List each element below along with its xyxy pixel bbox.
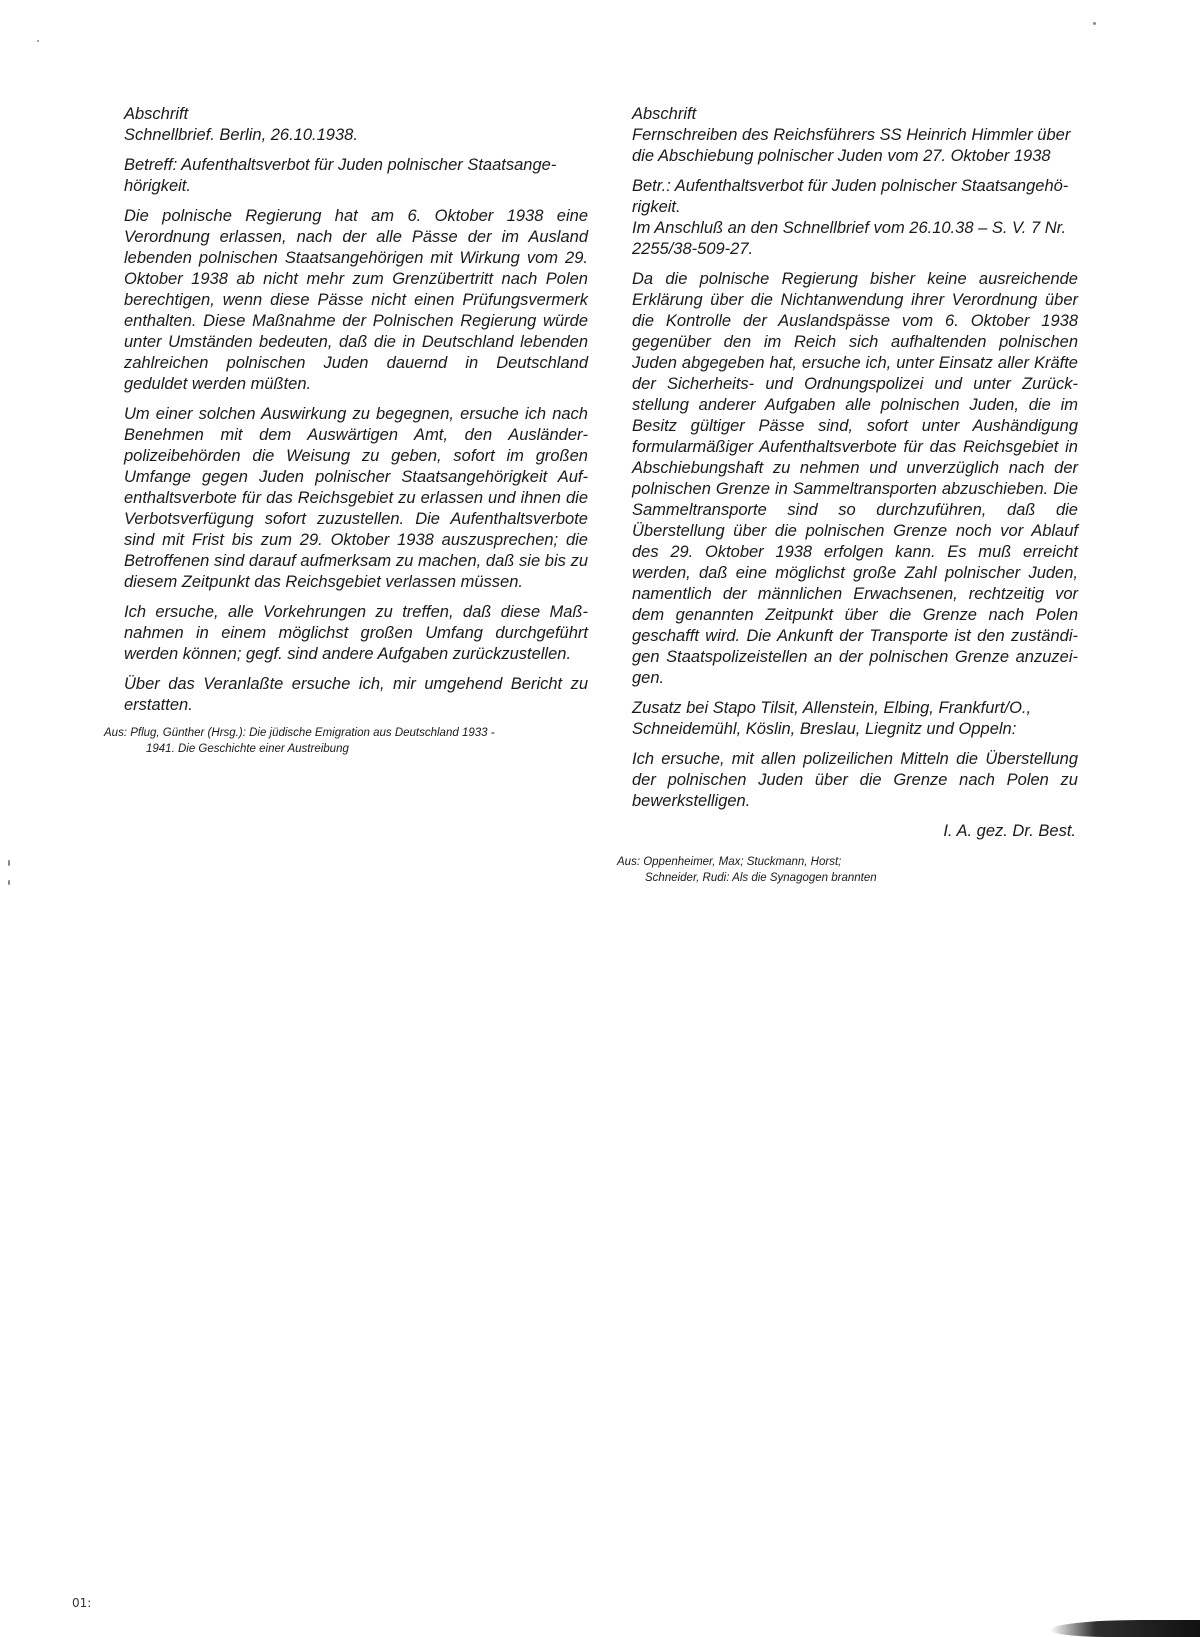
signature: I. A. gez. Dr. Best. <box>943 822 1076 840</box>
right-addendum: Zusatz bei Stapo Tilsit, Allenstein, Elbing, Frankfurt/O., Schneidemühl, Köslin, Breslau, Liegnitz und Oppeln: <box>632 699 1032 738</box>
right-title: Fernschreiben des Reichsführers SS Heinrich Himmler über die Abschiebung polnischer Juden vom 27. Oktober 1938 <box>632 126 1071 165</box>
left-paragraph-1: Die polnische Regierung hat am 6. Oktober 1938 eine Verordnung erlassen, nach der alle Pässe der im Ausland lebenden polnischen Staatsangehörigen mit Wirkung vom 29. Oktober 1938 ab nicht mehr zum Grenzübertritt nach Polen berechtigen, wenn diese Pässe nicht einen Prüfungsvermerk enthalten. Diese Maßnahme der Polnischen Regierung würde unter Umständen bedeuten, daß die in Deutschland lebenden zahlreichen polnischen Juden dauernd in Deutschland geduldet werden müßten. <box>124 207 588 393</box>
left-dateline: Schnellbrief. Berlin, 26.10.1938. <box>124 126 358 144</box>
scan-speck <box>8 880 10 885</box>
left-paragraph-3: Ich ersuche, alle Vorkehrungen zu treffen, daß diese Maßnahmen in einem möglichst großen Umfang durchgeführt werden können; gegf. sind andere Aufgaben zurückzustellen. <box>124 603 588 663</box>
scan-speck <box>37 40 39 42</box>
right-source-line-1: Aus: Oppenheimer, Max; Stuckmann, Horst; <box>617 856 842 868</box>
left-paragraph-2: Um einer solchen Auswirkung zu begegnen, ersuche ich nach Benehmen mit dem Auswärtigen Amt, den Ausländerpolizeibehörden die Weisung zu geben, sofort im großen Umfange gegen Juden polnischer Staatsangehörigkeit Aufenthaltsverbote für das Reichsgebiet zu erlassen und ihnen die Verbotsverfügung sofort zuzustellen. Die Aufenthaltsverbote sind mit Frist bis zum 29. Oktober 1938 auszusprechen; die Betroffenen sind darauf aufmerksam zu machen, daß sie bis zu diesem Zeitpunkt das Reichsgebiet verlassen müssen. <box>124 405 588 591</box>
right-source <box>617 854 1078 886</box>
right-heading: Abschrift <box>632 105 697 123</box>
scan-speck <box>1093 22 1096 25</box>
left-source-line-1: Aus: Pflug, Günther (Hrsg.): Die jüdische Emigration aus Deutschland 1933 - <box>104 727 495 739</box>
page-mark: 01: <box>72 1596 92 1610</box>
right-source-line-2: Schneider, Rudi: Als die Synagogen brannten <box>645 872 877 884</box>
left-subject: Betreff: Aufenthaltsverbot für Juden polnischer Staatsangehörigkeit. <box>124 156 557 195</box>
scan-speck <box>8 860 10 866</box>
right-column <box>617 104 1078 886</box>
right-main-paragraph: Da die polnische Regierung bisher keine ausreichende Erklärung über die Nichtanwendung ihrer Verordnung über die Kontrolle der Auslandspässe vom 6. Oktober 1938 gegenüber den im Reich sich aufhaltenden polnischen Juden abgegeben hat, ersuche ich, unter Einsatz aller Kräfte der Sicherheits- und Ordnungspolizei und unter Zurückstellung anderer Aufgaben alle polnischen Juden, die im Besitz gültiger Pässe sind, sofort unter Aushändigung formularmäßiger Aufenthaltsverbote für das Reichsgebiet in Abschiebungshaft zu nehmen und unverzüglich nach der polnischen Grenze in Sammeltransporten abzuschieben. Die Sammeltransporte sind so durchzuführen, daß die Überstellung über die polnischen Grenze noch vor Ablauf des 29. Oktober 1938 erfolgen kann. Es muß erreicht werden, daß eine möglichst große Zahl polnischer Juden, namentlich der männlichen Erwachsenen, rechtzeitig vor dem genannten Zeitpunkt über die Grenze nach Polen geschafft wird. Die Ankunft der Transporte ist den zuständigen Staatspolizeistellen an der polnischen Grenze anzuzeigen. <box>632 270 1078 687</box>
left-heading: Abschrift <box>124 105 189 123</box>
right-request: Ich ersuche, mit allen polizeilichen Mitteln die Überstellung der polnischen Juden über die Grenze nach Polen zu bewerkstelligen. <box>632 750 1078 810</box>
left-column <box>104 104 588 757</box>
scan-smudge <box>1050 1620 1200 1637</box>
left-source <box>104 725 588 757</box>
left-paragraph-4: Über das Veranlaßte ersuche ich, mir umgehend Bericht zu erstatten. <box>124 675 588 714</box>
right-subject: Betr.: Aufenthaltsverbot für Juden polnischer Staatsangehörigkeit. <box>632 177 1069 216</box>
right-reference: Im Anschluß an den Schnellbrief vom 26.10.38 – S. V. 7 Nr. 2255/38-509-27. <box>632 219 1067 258</box>
left-source-line-2: 1941. Die Geschichte einer Austreibung <box>146 743 349 755</box>
